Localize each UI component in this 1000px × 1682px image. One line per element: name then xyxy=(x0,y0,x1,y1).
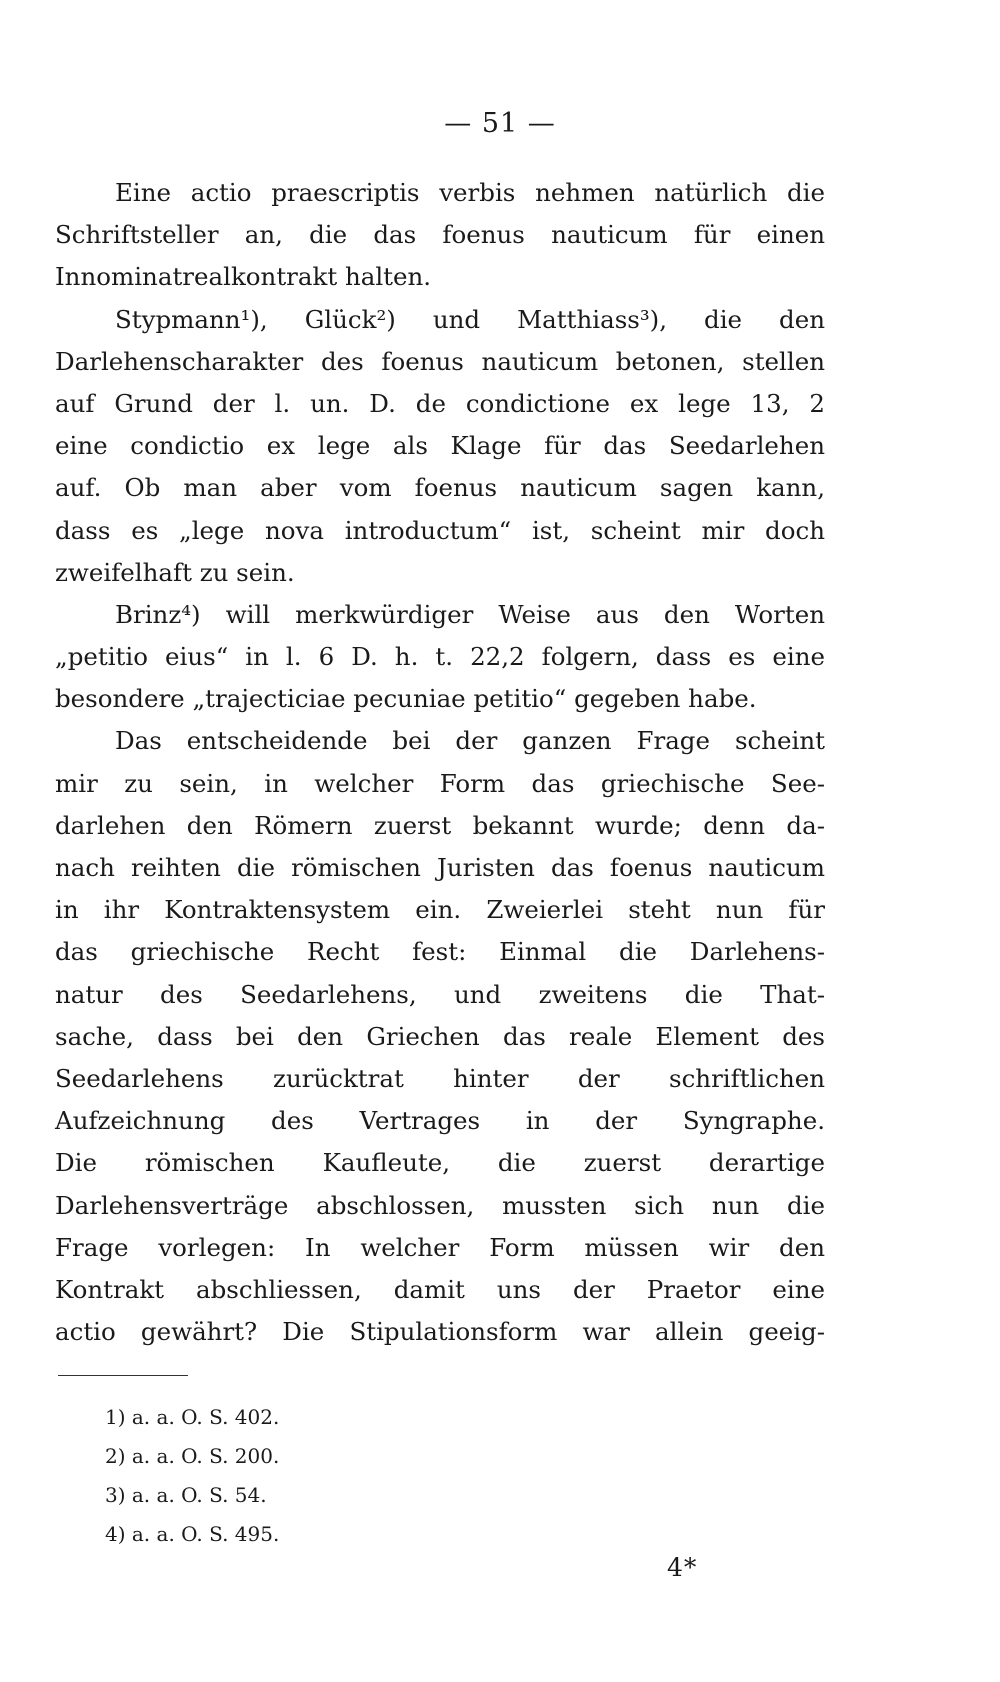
text-line: besondere „trajecticiae pecuniae petitio“ gegeben habe. xyxy=(55,684,757,714)
text-line: das griechische Recht fest: Einmal die Darlehens- xyxy=(55,937,825,967)
footnote: 2) a. a. O. S. 200. xyxy=(105,1444,280,1468)
text-line: eine condictio ex lege als Klage für das Seedarlehen xyxy=(55,431,825,461)
text-line: Innominatrealkontrakt halten. xyxy=(55,262,432,292)
text-line: Stypmann¹), Glück²) und Matthiass³), die den xyxy=(115,304,825,334)
text-line: Eine actio praescriptis verbis nehmen natürlich die xyxy=(115,178,825,207)
text-line: Darlehenscharakter des foenus nauticum betonen, stellen xyxy=(55,346,825,376)
text-line: natur des Seedarlehens, und zweitens die That- xyxy=(55,979,825,1009)
text-line: Das entscheidende bei der ganzen Frage scheint xyxy=(115,726,825,756)
text-line: nach reihten die römischen Juristen das foenus nauticum xyxy=(55,853,825,882)
text-line: Darlehensverträge abschlossen, mussten sich nun die xyxy=(55,1190,825,1220)
text-line: Kontrakt abschliessen, damit uns der Praetor eine xyxy=(55,1274,825,1304)
text-line: darlehen den Römern zuerst bekannt wurde; denn da- xyxy=(55,810,825,840)
text-line: Seedarlehens zurücktrat hinter der schriftlichen xyxy=(55,1063,825,1093)
text-line: Schriftsteller an, die das foenus nauticum für einen xyxy=(55,220,825,250)
text-line: Frage vorlegen: In welcher Form müssen wir den xyxy=(55,1232,825,1262)
text-line: actio gewährt? Die Stipulationsform war allein geeig- xyxy=(55,1317,825,1347)
footnote: 1) a. a. O. S. 402. xyxy=(105,1405,280,1429)
text-line: mir zu sein, in welcher Form das griechische See- xyxy=(55,768,825,798)
signature-mark: 4* xyxy=(667,1553,698,1582)
page-number: — 51 — xyxy=(444,108,556,139)
text-line: zweifelhaft zu sein. xyxy=(55,557,295,587)
body-text xyxy=(55,172,825,1353)
text-line: auf Grund der l. un. D. de condictione ex lege 13, 2 xyxy=(55,388,825,418)
text-line: sache, dass bei den Griechen das reale Element des xyxy=(55,1021,825,1051)
text-line: Brinz⁴) will merkwürdiger Weise aus den Worten xyxy=(115,599,825,629)
footnote: 4) a. a. O. S. 495. xyxy=(105,1522,280,1546)
text-line: „petitio eius“ in l. 6 D. h. t. 22,2 folgern, dass es eine xyxy=(55,642,825,672)
text-line: dass es „lege nova introductum“ ist, scheint mir doch xyxy=(55,515,825,545)
text-line: in ihr Kontraktensystem ein. Zweierlei steht nun für xyxy=(55,895,825,925)
text-line: Die römischen Kaufleute, die zuerst derartige xyxy=(55,1148,825,1178)
footnotes xyxy=(105,1398,279,1554)
footnote: 3) a. a. O. S. 54. xyxy=(105,1483,267,1507)
footnote-separator xyxy=(58,1375,188,1376)
text-line: auf. Ob man aber vom foenus nauticum sagen kann, xyxy=(55,473,825,503)
text-line: Aufzeichnung des Vertrages in der Syngraphe. xyxy=(55,1106,825,1136)
